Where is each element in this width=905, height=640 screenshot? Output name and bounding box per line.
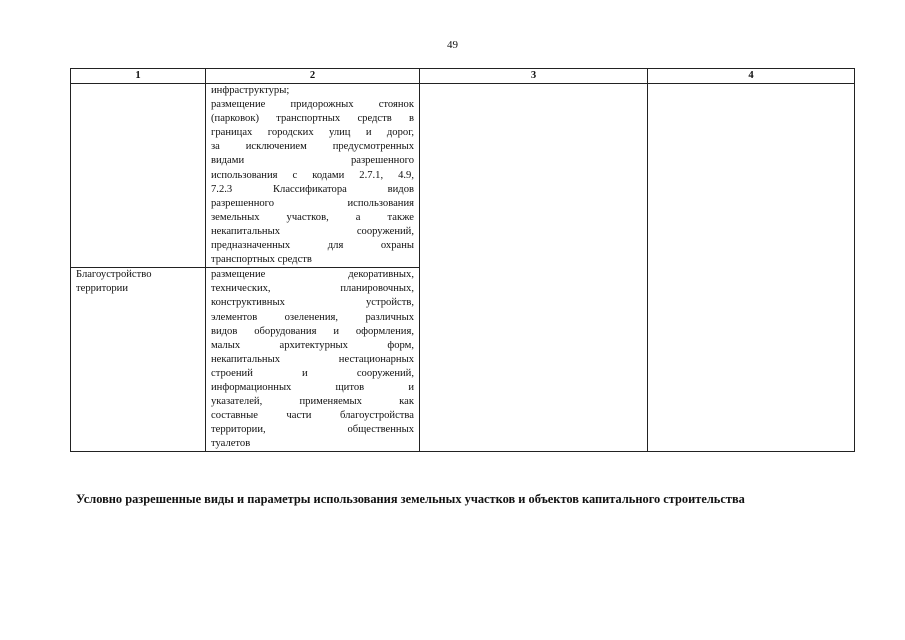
- row1-col2-line: за исключением предусмотренных: [211, 141, 414, 153]
- row2-col2-line: территории, общественных: [211, 424, 414, 436]
- row1-col2-line: разрешенного использования: [211, 197, 414, 209]
- row1-col3-cell: [420, 84, 648, 452]
- column-header-2: 2: [206, 69, 420, 84]
- row1-col2-line: транспортных средств: [211, 254, 312, 266]
- row2-col2-line: составные части благоустройства: [211, 410, 414, 422]
- row2-col2-line: малых архитектурных форм,: [211, 339, 414, 351]
- row2-col2-line: указателей, применяемых как: [211, 396, 414, 408]
- column-header-4: 4: [648, 69, 855, 84]
- row1-col2-line: инфраструктуры;: [211, 85, 290, 96]
- row2-col2-line: видов оборудования и оформления,: [211, 325, 414, 337]
- row2-col1-line: Благоустройство: [76, 269, 152, 281]
- column-header-1: 1: [71, 69, 206, 84]
- row2-col1-cell: [71, 268, 206, 452]
- row1-col2-line: (парковок) транспортных средств в: [211, 113, 414, 125]
- row1-col2-line: 7.2.3 Классификатора видов: [211, 183, 414, 195]
- section-heading: Условно разрешенные виды и параметры использования земельных участков и объектов капитального строительства: [76, 492, 745, 506]
- row2-col2-line: элементов озеленения, различных: [211, 311, 414, 323]
- land-use-table: [70, 68, 855, 452]
- row1-col2-line: использования с кодами 2.7.1, 4.9,: [211, 169, 414, 181]
- row1-col2-line: некапитальных сооружений,: [211, 225, 414, 237]
- row1-col2-line: земельных участков, а также: [211, 211, 414, 223]
- row2-col2-cell: [206, 268, 420, 452]
- row1-col2-cell: [206, 84, 420, 268]
- table-row: [71, 84, 855, 268]
- row1-col2-line: предназначенных для охраны: [211, 240, 414, 252]
- row1-col1-cell: [71, 84, 206, 268]
- row2-col2-line: технических, планировочных,: [211, 283, 414, 295]
- row1-col2-line: размещение придорожных стоянок: [211, 99, 414, 111]
- row2-col2-line: туалетов: [211, 438, 251, 450]
- row2-col2-line: размещение декоративных,: [211, 269, 414, 281]
- row2-col1-line: территории: [76, 283, 129, 295]
- table-header-row: [71, 69, 855, 84]
- row1-col4-cell: [648, 84, 855, 452]
- column-header-3: 3: [420, 69, 648, 84]
- row1-col2-line: границах городских улиц и дорог,: [211, 127, 414, 139]
- row1-col2-line: видами разрешенного: [211, 155, 414, 167]
- row2-col2-line: конструктивных устройств,: [211, 297, 414, 309]
- row2-col2-line: некапитальных нестационарных: [211, 353, 414, 365]
- row2-col2-line: строений и сооружений,: [211, 367, 414, 379]
- page-number: 49: [447, 39, 458, 51]
- row2-col2-line: информационных щитов и: [211, 381, 414, 393]
